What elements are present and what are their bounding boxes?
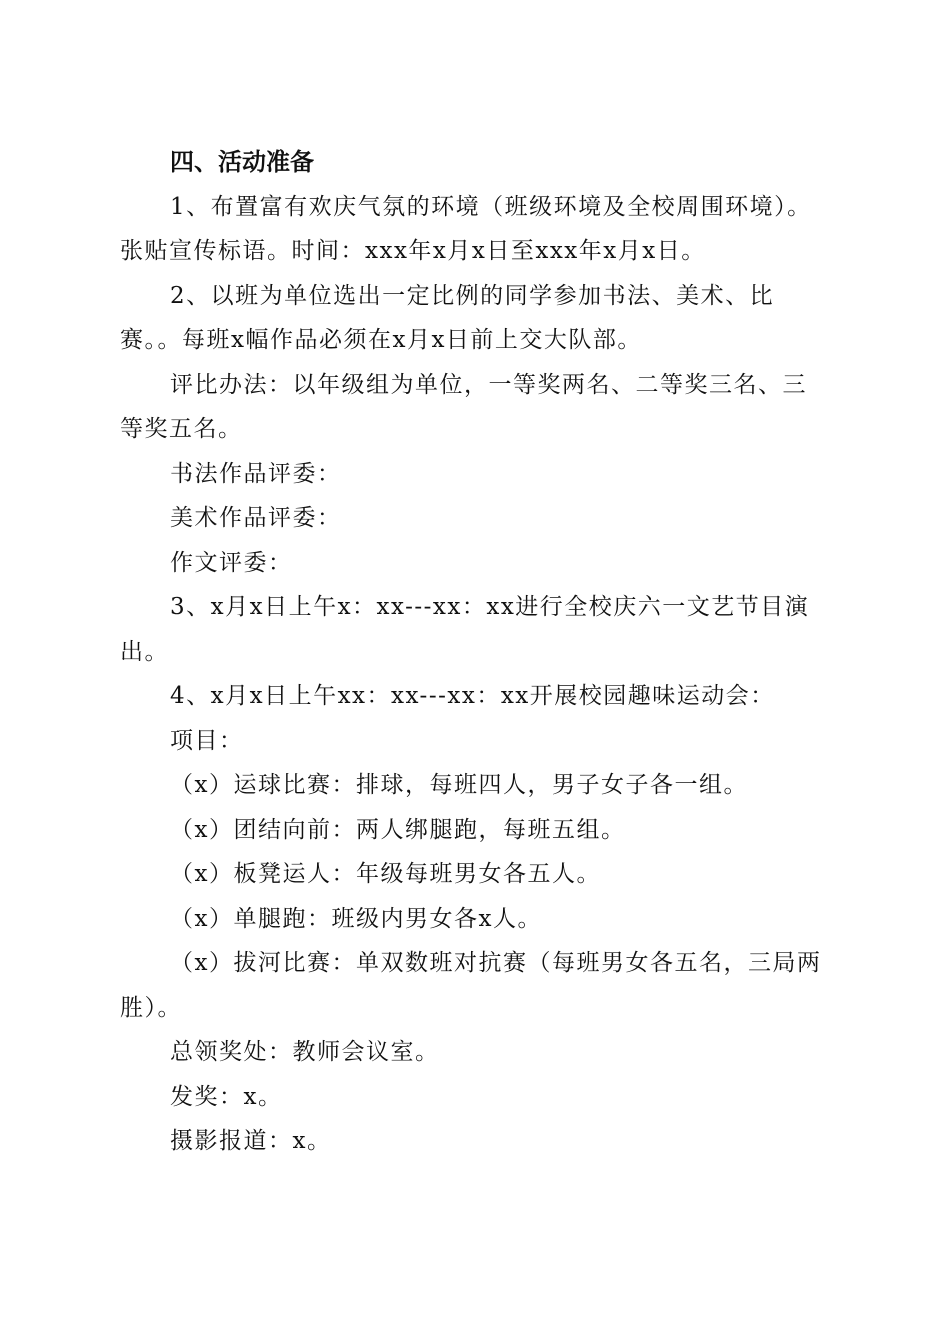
paragraph-competition: 2、以班为单位选出一定比例的同学参加书法、美术、比赛。。每班x幅作品必须在x月x日前上交大队部。 <box>120 282 775 353</box>
list-item: （x）团结向前：两人绑腿跑，每班五组。 <box>170 816 626 843</box>
paragraph-award-location: 总领奖处：教师会议室。 <box>170 1039 440 1065</box>
paragraph-calligraphy-judges: 书法作品评委： <box>170 460 342 487</box>
paragraph-judging-method: 评比办法：以年级组为单位，一等奖两名、二等奖三名、三等奖五名。 <box>120 371 807 442</box>
paragraph-sports-meet: 4、x月x日上午xx：xx---xx：xx开展校园趣味运动会： <box>170 683 775 709</box>
paragraph-events-label: 项目： <box>170 727 244 754</box>
list-item: （x）拔河比赛：单双数班对抗赛（每班男女各五名，三局两胜）。 <box>120 950 822 1021</box>
document-page <box>120 140 830 1164</box>
paragraph-decoration: 1、布置富有欢庆气氛的环境（班级环境及全校周围环境）。张贴宣传标语。时间：xxx年x月x日至xxx年x月x日。 <box>120 193 812 264</box>
paragraph-performance: 3、x月x日上午x：xx---xx：xx进行全校庆六一文艺节目演出。 <box>120 594 810 665</box>
paragraph-award-presenter: 发奖：x。 <box>170 1083 283 1110</box>
list-item: （x）运球比赛：排球，每班四人，男子女子各一组。 <box>170 772 748 798</box>
paragraph-art-judges: 美术作品评委： <box>170 505 342 531</box>
list-item: （x）板凳运人：年级每班男女各五人。 <box>170 861 601 887</box>
paragraph-essay-judges: 作文评委： <box>170 549 293 576</box>
section-heading: 四、活动准备 <box>170 148 314 176</box>
list-item: （x）单腿跑：班级内男女各x人。 <box>170 905 542 932</box>
paragraph-photo-report: 摄影报道：x。 <box>170 1128 332 1154</box>
